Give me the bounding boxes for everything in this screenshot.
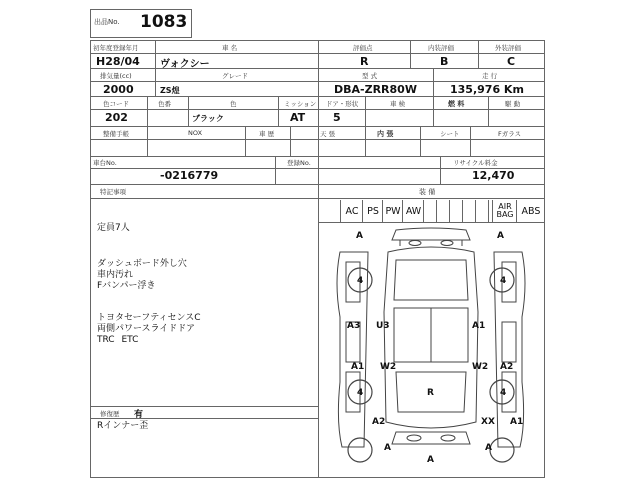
header-recycle-fee: リサイクル料金 xyxy=(453,159,498,167)
header-repair-history: 修復歴 xyxy=(100,410,120,418)
damage-mark: A xyxy=(356,231,363,241)
equip-ac: AC xyxy=(340,200,363,222)
header-service-book: 整備手帳 xyxy=(103,130,129,138)
note-line: トヨタセーフティセンスC xyxy=(97,313,201,323)
header-seat: シート xyxy=(440,130,460,138)
model-code: DBA-ZRR80W xyxy=(334,83,417,96)
exterior-grade: C xyxy=(507,55,516,68)
damage-mark: 4 xyxy=(357,276,364,286)
color: ブラック xyxy=(192,114,224,123)
damage-mark: W2 xyxy=(380,362,397,372)
damage-mark: A xyxy=(497,231,504,241)
header-equipment: 装 備 xyxy=(419,188,436,196)
header-car-name: 車 名 xyxy=(222,44,238,52)
equip-aw: AW xyxy=(402,200,424,222)
equip-ps: PS xyxy=(362,200,383,222)
damage-mark: A1 xyxy=(510,417,524,427)
damage-mark: A2 xyxy=(500,362,514,372)
damage-mark: R xyxy=(427,388,434,398)
damage-mark: A xyxy=(427,455,434,465)
header-windshield: Fガラス xyxy=(498,130,522,138)
equip-cell xyxy=(436,200,450,222)
damage-mark: A xyxy=(485,443,492,453)
chassis-no: -0216779 xyxy=(160,169,219,182)
equip-cell xyxy=(318,200,341,222)
damage-mark: A1 xyxy=(472,321,486,331)
color-code: 202 xyxy=(105,111,128,124)
repair-note: Rインナー歪 xyxy=(97,421,149,431)
note-line: 定員7人 xyxy=(97,223,130,233)
car-damage-diagram xyxy=(318,222,544,478)
header-grade: グレード xyxy=(222,72,248,80)
header-car-history: 車 歴 xyxy=(259,130,275,138)
note-line: Fバンパー浮き xyxy=(97,281,156,291)
damage-mark: 4 xyxy=(357,388,364,398)
damage-mark: 4 xyxy=(500,276,507,286)
header-color-number: 色番 xyxy=(158,100,171,108)
equip-cell xyxy=(449,200,463,222)
header-model-code: 型 式 xyxy=(362,72,378,80)
displacement: 2000 xyxy=(103,83,134,96)
header-inspection: 車 検 xyxy=(390,100,406,108)
header-transmission: ミッション xyxy=(284,100,317,108)
damage-mark: 4 xyxy=(500,388,507,398)
lot-number: 1083 xyxy=(140,12,188,32)
header-fuel: 燃 料 xyxy=(448,100,465,108)
note-line: TRC ETC xyxy=(97,335,139,345)
header-score: 評価点 xyxy=(353,44,373,52)
damage-mark: A xyxy=(384,443,391,453)
header-mileage: 走 行 xyxy=(482,72,498,80)
damage-mark: U3 xyxy=(376,321,390,331)
grade: ZS煌 xyxy=(160,86,180,95)
header-chassis-no: 車台No. xyxy=(93,159,117,167)
note-line: ダッシュボード外し穴 xyxy=(97,259,187,269)
header-interior-grade: 内装評価 xyxy=(428,44,454,52)
note-line: 車内汚れ xyxy=(97,270,134,280)
recycle-fee: 12,470 xyxy=(472,169,515,182)
lot-label: 出品No. xyxy=(94,18,120,26)
header-nox: NOX xyxy=(188,129,203,137)
equip-cell xyxy=(462,200,476,222)
header-headliner: 天 張 xyxy=(320,130,336,138)
header-drive: 駆 動 xyxy=(505,100,521,108)
equip-pw: PW xyxy=(382,200,403,222)
header-interior-trim: 内 張 xyxy=(377,130,394,138)
header-color-code: 色コード xyxy=(103,100,129,108)
first-registration: H28/04 xyxy=(96,55,140,68)
equip-abs: ABS xyxy=(516,200,545,222)
mileage: 135,976 Km xyxy=(450,83,524,96)
interior-grade: B xyxy=(440,55,449,68)
header-registration-no: 登録No. xyxy=(287,159,311,167)
equip-cell xyxy=(423,200,437,222)
equip-airbag: AIR BAG xyxy=(492,200,517,222)
score: R xyxy=(360,55,369,68)
header-displacement: 排気量(cc) xyxy=(100,72,132,80)
header-color: 色 xyxy=(230,100,237,108)
header-exterior-grade: 外装評価 xyxy=(495,44,521,52)
header-first-registration: 初年度登録年月 xyxy=(93,44,139,52)
transmission: AT xyxy=(290,111,306,124)
header-doors: ドア・形状 xyxy=(326,100,359,108)
repair-history: 有 xyxy=(134,410,144,420)
damage-mark: A3 xyxy=(347,321,361,331)
equip-cell xyxy=(475,200,489,222)
damage-mark: XX xyxy=(481,417,495,427)
car-name: ヴォクシー xyxy=(160,59,210,70)
header-notes: 特記事項 xyxy=(100,188,126,196)
damage-mark: W2 xyxy=(472,362,489,372)
doors: 5 xyxy=(333,111,341,124)
note-line: 両側パワースライドドア xyxy=(97,324,196,334)
damage-mark: A1 xyxy=(351,362,365,372)
damage-mark: A2 xyxy=(372,417,386,427)
